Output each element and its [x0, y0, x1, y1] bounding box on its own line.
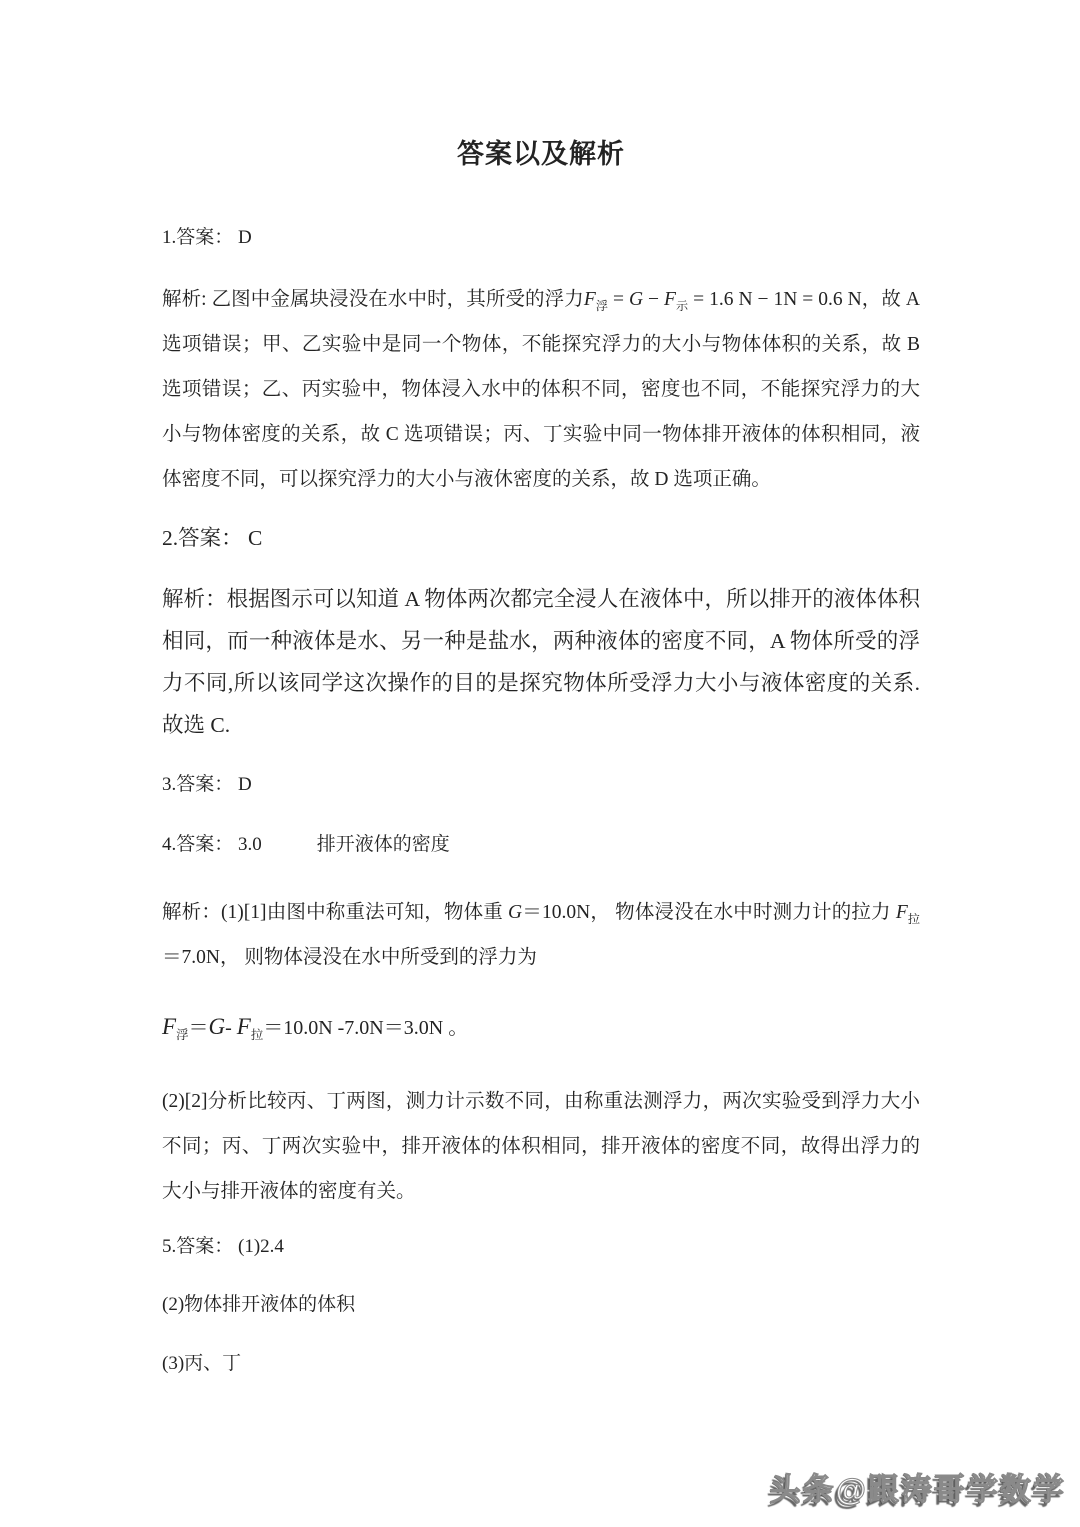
- q4-analysis-part2: (2)[2]分析比较丙、丁两图，测力计示数不同，由称重法测浮力，两次实验受到浮力大小不同；丙、丁两次实验中，排开液体的体积相同，排开液体的密度不同，故得出浮力的大小与排开液体的密度有关。: [162, 1091, 920, 1202]
- q4-answer-line: [162, 832, 920, 858]
- q1-analysis-paragraph: [162, 277, 920, 502]
- q1-analysis-rest: ，故 A 选项错误；甲、乙实验中是同一个物体，不能探究浮力的大小与物体体积的关系，故 B 选项错误；乙、丙实验中，物体浸入水中的体积不同，密度也不同，不能探究浮力的大小与物体密度的关系，故 C 选项错误；丙、丁实验中同一物体排开液体的体积相同，液体密度不同，可以探究浮力的大小与液休密度的关系，故 D 选项正确。: [162, 289, 921, 490]
- q1-answer-line: 1.答案： D: [162, 227, 252, 248]
- q2-analysis-paragraph: 解析：根据图示可以知道 A 物体两次都完全浸人在液体中，所以排开的液体体积相同，而一种液体是水、另一种是盐水，两种液体的密度不同，A 物体所受的浮力不同,所以该同学这次操作的目的是探究物体所受浮力大小与液体密度的关系. 故选 C.: [162, 587, 920, 737]
- q5-answer-line-2: (2)物体排开液体的体积: [162, 1294, 356, 1315]
- q4-answer-text: 排开液体的密度: [316, 834, 450, 855]
- q3-answer-line: 3.答案： D: [162, 774, 252, 795]
- q1-analysis-lead: 解析: 乙图中金属块浸没在水中时，其所受的浮力: [162, 289, 584, 310]
- q1-buoyancy-formula: $F_浮 = G - F_示 = 1.6$ N − 1N = 0.6 N: [583, 289, 862, 313]
- document-page: [162, 0, 920, 1377]
- page-title: 答案以及解析: [457, 139, 625, 169]
- q5-answer-line-1: 5.答案： (1)2.4: [162, 1236, 284, 1257]
- q4-answer-value: 4.答案： 3.0: [162, 834, 262, 855]
- q2-answer-line: 2.答案： C: [162, 526, 263, 550]
- q4-analysis-part1: 解析：(1)[1]由图中称重法可知，物体重 G＝10.0N， 物体浸没在水中时测力计的拉力 $F_拉=7.0N$， 则物体浸没在水中所受到的浮力为: [162, 902, 920, 968]
- watermark: 头条@跟涛哥学数学: [769, 1472, 1066, 1507]
- q5-answer-line-3: (3)丙、丁: [162, 1353, 242, 1374]
- q4-buoyancy-formula: $F_浮=G-$ $F_拉=10.0N$ -7.0N＝3.0N 。: [162, 1014, 469, 1042]
